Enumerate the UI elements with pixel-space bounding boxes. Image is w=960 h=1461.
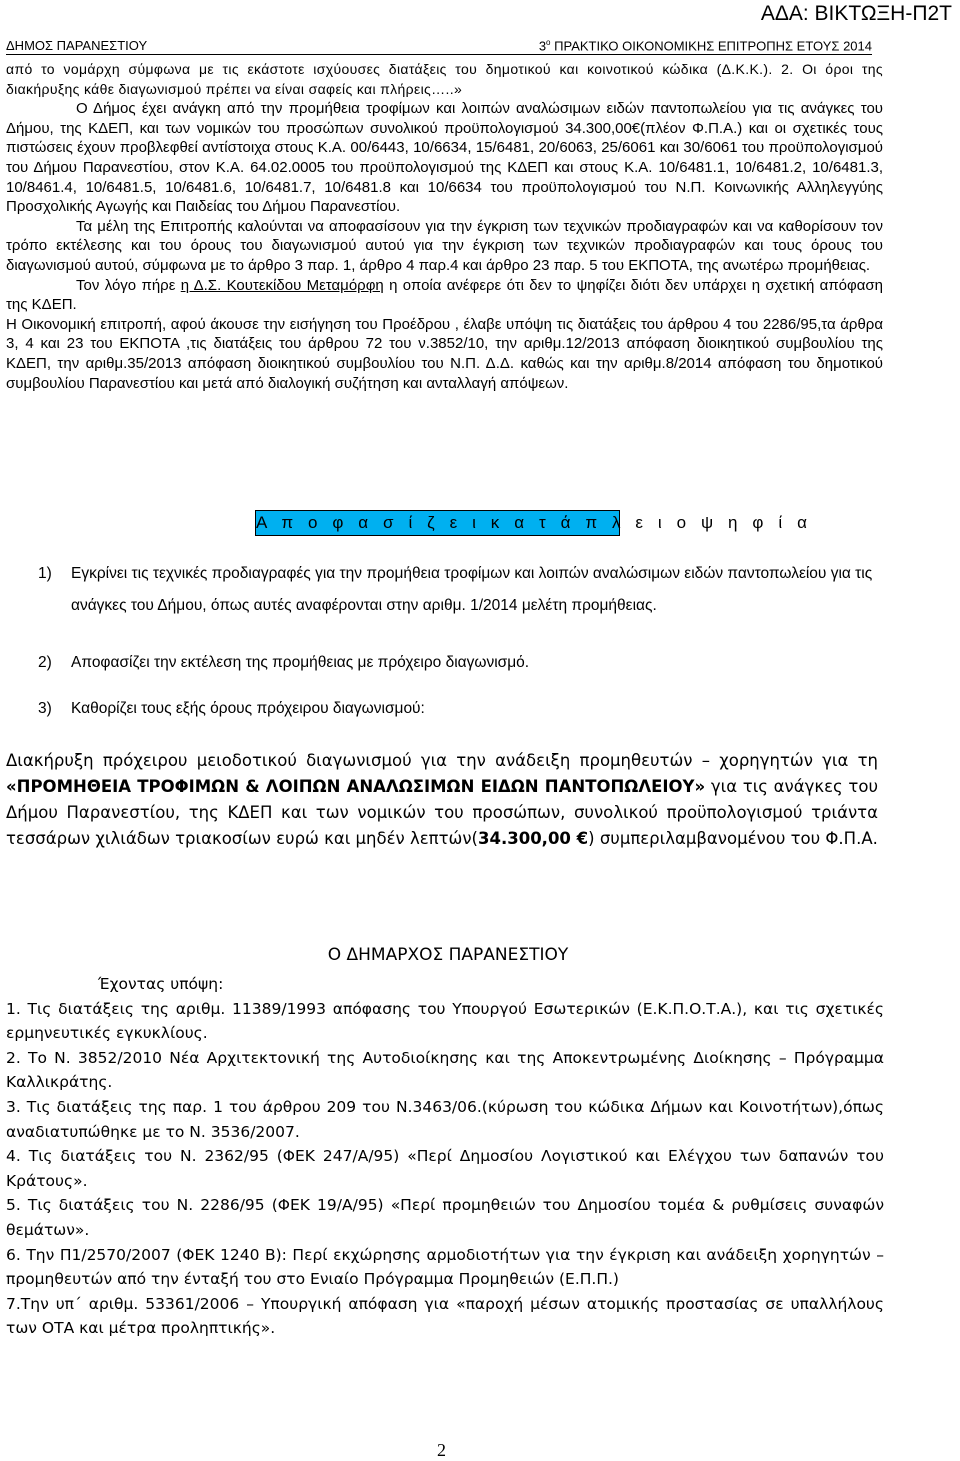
- paragraph-objection: Τον λόγο πήρε η Δ.Σ. Κουτεκίδου Μεταμόρφη η οποία ανέφερε ότι δεν το ψηφίζει διότι δεν υπάρχει η σχετική απόφαση της ΚΔΕΠ.: [6, 276, 884, 314]
- minutes-text: [6, 60, 883, 393]
- council-member-name: η Δ.Σ. Κουτεκίδου Μεταμόρφη: [180, 276, 384, 294]
- legal-basis: [6, 972, 884, 1341]
- page-number: 2: [437, 1440, 446, 1460]
- tender-declaration: Διακήρυξη πρόχειρου μειοδοτικού διαγωνισμού για την ανάδειξη προμηθευτών – χορηγητών για τη «ΠΡΟΜΗΘΕΙΑ ΤΡΟΦΙΜΩΝ & ΛΟΙΠΩΝ ΑΝΑΛΩΣΙΜΩΝ ΕΙΔΩΝ ΠΑΝΤΟΠΩΛΕΙΟΥ» για τις ανάγκες του Δήμου Παρανεστίου, της ΚΔΕΠ και των νομικών του προσώπων, συνολικού προϋπολογισμού τριάντα τεσσάρων χιλιάδων τριακοσίων ευρώ και μηδέν λεπτών(34.300,00 €) συμπεριλαμβανομένου του Φ.Π.Α.: [6, 751, 879, 848]
- law-item: 4. Τις διατάξεις του Ν. 2362/95 (ΦΕΚ 247/Α/95) «Περί Δημοσίου Λογιστικού και Ελέγχου των δαπανών του Κράτους».: [6, 1147, 884, 1190]
- decision-item-1: 1) Εγκρίνει τις τεχνικές προδιαγραφές για την προμήθεια τροφίμων και λοιπών αναλώσιμων ειδών παντοπωλείου για τις ανάγκες του Δήμου, όπως αυτές αναφέρονται στην αριθμ. 1/2014 μελέτη προμήθειας.: [38, 565, 873, 614]
- budget-amount: 34.300,00 €: [478, 829, 589, 848]
- paragraph-need: Ο Δήμος έχει ανάγκη από την προμήθεια τροφίμων και λοιπών αναλώσιμων ειδών παντοπωλείου για τις ανάγκες του Δήμου, της ΚΔΕΠ, και των νομικών του προσώπων συνολικού προϋπολογισμού 34.300,00€(πλέον Φ.Π.Α.) και οι σχετικές τους πιστώσεις έχουν προβλεφθεί αντίστοιχα στους Κ.Α. 00/6443, 10/6634, 15/6481, 20/6063, 25/6061 και 30/6061 του προϋπολογισμού του Δήμου Παρανεστίου, στον Κ.Α. 64.02.0005 του προϋπολογισμού της ΚΔΕΠ και στους Κ.Α. 10/6481.1, 10/6481.2, 10/6481.3, 10/8461.4, 10/6481.5, 10/6481.6, 10/6481.7, 10/6481.8 και 10/6634 του προϋπολογισμού του Ν.Π. Κοινωνικής Αλληλεγγύης Προσχολικής Αγωγής και Παιδείας του Δήμου Παρανεστίου.: [6, 100, 883, 216]
- law-item: 1. Τις διατάξεις της αριθμ. 11389/1993 απόφασης του Υπουργού Εσωτερικών (Ε.Κ.Π.Ο.Τ.Α.), και τις σχετικές ερμηνευτικές εγκυκλίους.: [6, 999, 884, 1043]
- header-municipality: ΔΗΜΟΣ ΠΑΡΑΝΕΣΤΙΟΥ: [6, 38, 148, 53]
- paragraph-members: Τα μέλη της Επιτροπής καλούνται να αποφασίσουν για την έγκριση των τεχνικών προδιαγραφών και να καθορίσουν τον τρόπο εκτέλεσης και του όρους του διαγωνισμού αυτού για την έγκριση των τεχνικών προδιαγραφών και τους όρους του διαγωνισμού αυτού, σύμφωνα με το άρθρο 3 παρ. 1, άρθρο 4 παρ.4 και άρθρο 23 παρ. 5 του ΕΚΠΟΤΑ, της ανωτέρω προμήθειας.: [6, 217, 883, 274]
- procurement-title: «ΠΡΟΜΗΘΕΙΑ ΤΡΟΦΙΜΩΝ & ΛΟΙΠΩΝ ΑΝΑΛΩΣΙΜΩΝ ΕΙΔΩΝ ΠΑΝΤΟΠΩΛΕΙΟΥ»: [6, 777, 706, 796]
- decision-banner: Α π ο φ α σ ί ζ ε ι κ α τ ά π λ ε ι ο ψ η φ ί α: [255, 510, 620, 536]
- law-item: 7.Την υπ΄ αριθμ. 53361/2006 – Υπουργική απόφαση για «παροχή μέσων ατομικής προστασίας σε υπαλλήλους των ΟΤΑ και μέτρα προληπτικής».: [6, 1294, 884, 1338]
- law-item: 3. Τις διατάξεις της παρ. 1 του άρθρου 209 του Ν.3463/06.(κύρωση του κώδικα Δήμων και Κοινοτήτων),όπως αναδιατυπώθηκε με το Ν. 3536/2007.: [6, 1097, 884, 1141]
- mayor-title: Ο ΔΗΜΑΡΧΟΣ ΠΑΡΑΝΕΣΤΙΟΥ: [327, 945, 569, 965]
- having-seen-heading: Έχοντας υπόψη:: [98, 975, 224, 993]
- law-item: 5. Τις διατάξεις του Ν. 2286/95 (ΦΕΚ 19/Α/95) «Περί προμηθειών του Δημοσίου τομέα & ρυθμίσεις συναφών θεμάτων».: [6, 1196, 884, 1239]
- header-minutes: $3^o$ ΠΡΑΚΤΙΚΟ ΟΙΚΟΝΟΜΙΚΗΣ ΕΠΙΤΡΟΠΗΣ ΕΤΟΥΣ 2014: [538, 38, 872, 54]
- page-header: [6, 38, 872, 55]
- law-item: 2. Το Ν. 3852/2010 Νέα Αρχιτεκτονική της Αυτοδιοίκησης και της Αποκεντρωμένης Διοίκησης – Πρόγραμμα Καλλικράτης.: [6, 1048, 884, 1092]
- paragraph-committee: Η Οικονομική επιτροπή, αφού άκουσε την εισήγηση του Προέδρου , έλαβε υπόψη τις διατάξεις του άρθρου 4 του 2286/95,τα άρθρα 3, 4 και 23 του ΕΚΠΟΤΑ ,τις διατάξεις του άρθρου 72 του ν.3852/10, την αριθμ.12/2013 απόφαση διοικητικού συμβουλίου της ΚΔΕΠ, την αριθμ.35/2013 απόφαση διοικητικού συμβουλίου του Ν.Π. Δ.Δ. καθώς και την αριθμ.8/2014 απόφαση του δημοτικού συμβουλίου Παρανεστίου και μετά από διαλογική συζήτηση και ανταλλαγή απόψεων.: [6, 315, 883, 392]
- decision-item-3: 3) Καθορίζει τους εξής όρους πρόχειρου διαγωνισμού:: [38, 700, 425, 717]
- law-item: 6. Την Π1/2570/2007 (ΦΕΚ 1240 Β): Περί εκχώρησης αρμοδιοτήτων για την έγκριση και ανάδειξη χορηγητών –προμηθευτών από την ένταξή του στο Ενιαίο Πρόγραμμα Προμηθειών (Ε.Π.Π.): [6, 1245, 884, 1289]
- ada-stamp: ΑΔΑ: ΒΙΚΤΩΞΗ-Π2Τ: [760, 2, 952, 25]
- paragraph-legal-quote: από το νομάρχη σύμφωνα με τις εκάστοτε ισχύουσες διατάξεις του δημοτικού και κοινοτικού κώδικα (Δ.Κ.Κ.). 2. Οι όροι της διακήρυξης κάθε διαγωνισμού πρέπει να είναι σαφείς και πλήρεις…..»: [6, 61, 883, 97]
- decision-item-2: 2) Αποφασίζει την εκτέλεση της προμήθειας με πρόχειρο διαγωνισμό.: [38, 654, 530, 671]
